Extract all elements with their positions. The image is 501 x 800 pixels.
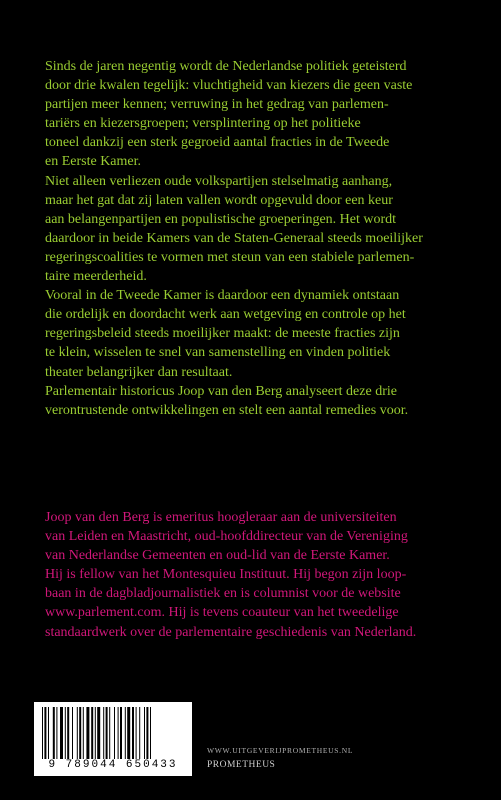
blurb-line: tariërs en kiezersgroepen; versplintering op het politieke	[45, 116, 361, 132]
bio-line: Hij is fellow van het Montesquieu Instituut. Hij begon zijn loop-	[45, 567, 407, 583]
blurb-line: regeringsbeleid steeds moeilijker maakt: de meeste fracties zijn	[45, 326, 400, 342]
blurb-line: theater belangrijker dan resultaat.	[45, 364, 233, 380]
publisher-logo: PROMETHEUS	[207, 760, 276, 770]
blurb-paragraph	[45, 57, 475, 172]
blurb-line: daardoor in beide Kamers van de Staten-Generaal steeds moeilijker	[45, 230, 423, 246]
blurb-paragraph	[45, 382, 475, 420]
blurb-line: partijen meer kennen; verruwing in het gedrag van parlemen-	[45, 97, 389, 113]
blurb-line: maar het gat dat zij laten vallen wordt opgevuld door een keur	[45, 192, 393, 208]
bio-line: baan in de dagbladjournalistiek en is columnist voor de website	[45, 586, 401, 602]
blurb-line: te klein, wisselen te snel van samenstelling en vinden politiek	[45, 345, 391, 361]
barcode-bars	[42, 707, 184, 759]
blurb-line: Niet alleen verliezen oude volkspartijen stelselmatig aanhang,	[45, 173, 393, 189]
bio-line: Joop van den Berg is emeritus hoogleraar aan de universiteiten	[45, 510, 397, 525]
blurb-line: verontrustende ontwikkelingen en stelt een aantal remedies voor.	[45, 402, 409, 418]
isbn-number: 9 789044 650433	[48, 759, 178, 771]
blurb-line: regeringscoalities te vormen met steun van een stabiele parlemen-	[45, 249, 415, 265]
blurb-line: Sinds de jaren negentig wordt de Nederlandse politiek geteisterd	[45, 59, 407, 74]
bio-line: www.parlement.com. Hij is tevens coauteur van het tweedelige	[45, 605, 399, 621]
author-bio	[45, 508, 485, 642]
blurb-paragraph	[45, 172, 475, 287]
bio-line: standaardwerk over de parlementaire geschiedenis van Nederland.	[45, 624, 417, 640]
blurb-line: door drie kwalen tegelijk: vluchtigheid van kiezers die geen vaste	[45, 78, 413, 94]
blurb-line: Vooral in de Tweede Kamer is daardoor een dynamiek ontstaan	[45, 288, 400, 304]
blurb-line: die ordelijk en doordacht werk aan wetgeving en controle op het	[45, 307, 406, 323]
blurb-line: aan belangenpartijen en populistische groeperingen. Het wordt	[45, 211, 397, 227]
blurb-line: en Eerste Kamer.	[45, 154, 142, 170]
blurb-line: Parlementair historicus Joop van den Berg analyseert deze drie	[45, 383, 397, 399]
blurb-paragraph	[45, 286, 475, 381]
publisher-url: WWW.UITGEVERIJPROMETHEUS.NL	[207, 746, 354, 755]
bio-line: van Nederlandse Gemeenten en oud-lid van de Eerste Kamer.	[45, 548, 390, 564]
blurb-line: toneel dankzij een sterk gegroeid aantal fracties in de Tweede	[45, 135, 390, 151]
blurb-line: taire meerderheid.	[45, 269, 147, 285]
bio-line: van Leiden en Maastricht, oud-hoofddirecteur van de Vereniging	[45, 529, 408, 545]
back-cover-blurb	[45, 57, 475, 420]
isbn-barcode	[34, 702, 192, 776]
